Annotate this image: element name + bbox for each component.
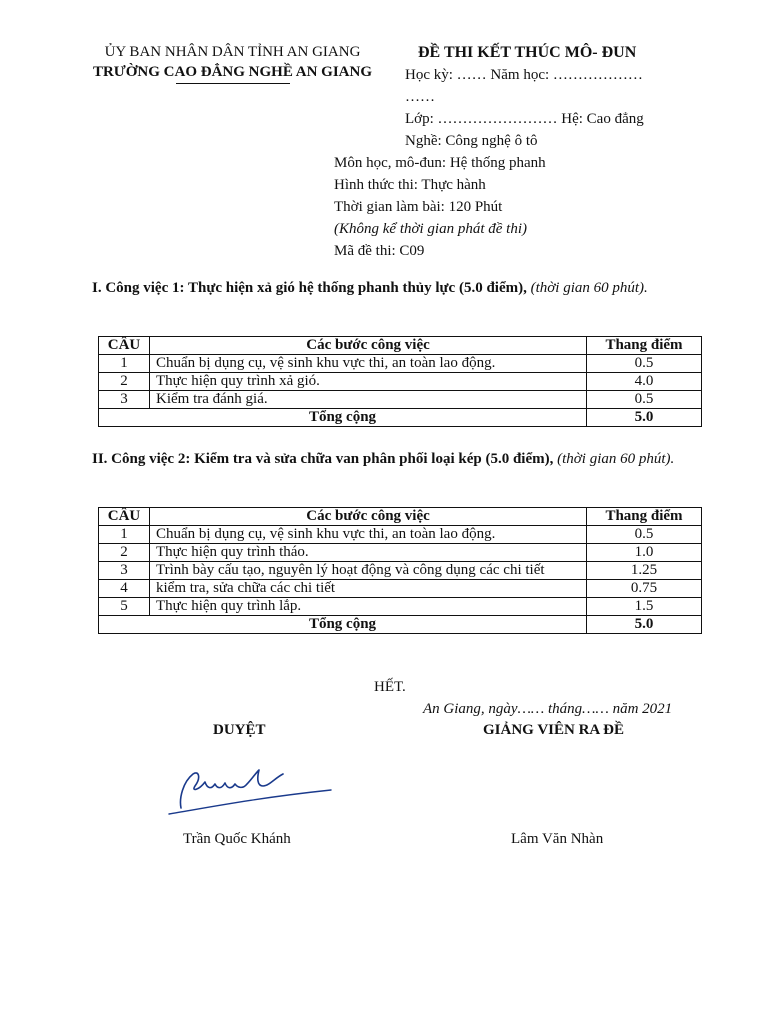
row-no: 1: [99, 526, 150, 544]
task2-table: [98, 507, 702, 634]
task1-title: I. Công việc 1: Thực hiện xả gió hệ thống phanh thủy lực (5.0 điểm),: [92, 280, 527, 296]
total-row: [99, 616, 702, 634]
row-no: 3: [99, 391, 150, 409]
row-step: Thực hiện quy trình lắp.: [150, 598, 587, 616]
date-line: An Giang, ngày…… tháng…… năm 2021: [423, 701, 673, 717]
row-score: 0.5: [587, 391, 702, 409]
col-header-no: CÂU: [99, 508, 150, 526]
row-no: 3: [99, 562, 150, 580]
task1-table: [98, 336, 702, 427]
class-line: Lớp: …………………… Hệ: Cao đẳng: [405, 111, 644, 127]
row-no: 2: [99, 373, 150, 391]
row-no: 5: [99, 598, 150, 616]
table-row: [99, 391, 702, 409]
duration-note: (Không kể thời gian phát đề thi): [334, 221, 527, 237]
duration-line: Thời gian làm bài: 120 Phút: [334, 199, 503, 215]
row-score: 4.0: [587, 373, 702, 391]
row-score: 1.25: [587, 562, 702, 580]
school-name: TRƯỜNG CAO ĐẲNG NGHỀ AN GIANG: [92, 64, 373, 80]
total-row: [99, 409, 702, 427]
school-header: [60, 42, 405, 82]
task1-time: (thời gian 60 phút).: [530, 280, 648, 296]
row-no: 4: [99, 580, 150, 598]
table-row: [99, 562, 702, 580]
col-header-step: Các bước công việc: [150, 337, 587, 355]
row-score: 1.0: [587, 544, 702, 562]
table-row: [99, 373, 702, 391]
form-line: Hình thức thi: Thực hành: [334, 177, 486, 193]
table-header-row: [99, 508, 702, 526]
exam-header: [405, 42, 705, 152]
col-header-score: Thang điểm: [587, 337, 702, 355]
exam-code: Mã đề thi: C09: [334, 243, 425, 259]
col-header-no: CÂU: [99, 337, 150, 355]
row-step: Thực hiện quy trình xả gió.: [150, 373, 587, 391]
row-score: 0.75: [587, 580, 702, 598]
committee-name: ỦY BAN NHÂN DÂN TỈNH AN GIANG: [104, 44, 361, 60]
exam-title: ĐỀ THI KẾT THÚC MÔ- ĐUN: [418, 44, 637, 61]
table-row: [99, 355, 702, 373]
header-divider: [176, 83, 290, 84]
task2-heading: [92, 450, 692, 469]
col-header-step: Các bước công việc: [150, 508, 587, 526]
semester-line-cont: ……: [405, 89, 435, 105]
semester-line: Học kỳ: …… Năm học: ………………: [405, 67, 643, 83]
signature-image: [165, 760, 335, 816]
row-score: 0.5: [587, 355, 702, 373]
approve-label: DUYỆT: [213, 722, 266, 738]
author-label: GIẢNG VIÊN RA ĐỀ: [483, 722, 624, 738]
row-step: Trình bày cấu tạo, nguyên lý hoạt động và công dụng các chi tiết: [150, 562, 587, 580]
exam-info: [334, 152, 546, 262]
row-step: Chuẩn bị dụng cụ, vệ sinh khu vực thi, an toàn lao động.: [150, 526, 587, 544]
author-name: Lâm Văn Nhàn: [511, 831, 604, 847]
total-score: 5.0: [587, 409, 702, 427]
task2-time: (thời gian 60 phút).: [557, 451, 675, 467]
table-row: [99, 580, 702, 598]
total-label: Tổng cộng: [99, 616, 587, 634]
task1-heading: [92, 279, 692, 298]
col-header-score: Thang điểm: [587, 508, 702, 526]
table-row: [99, 526, 702, 544]
task2-title: II. Công việc 2: Kiểm tra và sửa chữa van phân phối loại kép (5.0 điểm),: [92, 451, 554, 467]
end-marker: HẾT.: [374, 679, 406, 695]
table-header-row: [99, 337, 702, 355]
approver-name: Trần Quốc Khánh: [183, 831, 291, 847]
row-no: 2: [99, 544, 150, 562]
row-step: kiểm tra, sửa chữa các chi tiết: [150, 580, 587, 598]
row-step: Kiểm tra đánh giá.: [150, 391, 587, 409]
table-row: [99, 544, 702, 562]
subject-line: Môn học, mô-đun: Hệ thống phanh: [334, 155, 546, 171]
row-no: 1: [99, 355, 150, 373]
row-step: Thực hiện quy trình tháo.: [150, 544, 587, 562]
major-line: Nghề: Công nghệ ô tô: [405, 133, 538, 149]
table-row: [99, 598, 702, 616]
row-score: 0.5: [587, 526, 702, 544]
total-score: 5.0: [587, 616, 702, 634]
row-step: Chuẩn bị dụng cụ, vệ sinh khu vực thi, an toàn lao động.: [150, 355, 587, 373]
row-score: 1.5: [587, 598, 702, 616]
total-label: Tổng cộng: [99, 409, 587, 427]
